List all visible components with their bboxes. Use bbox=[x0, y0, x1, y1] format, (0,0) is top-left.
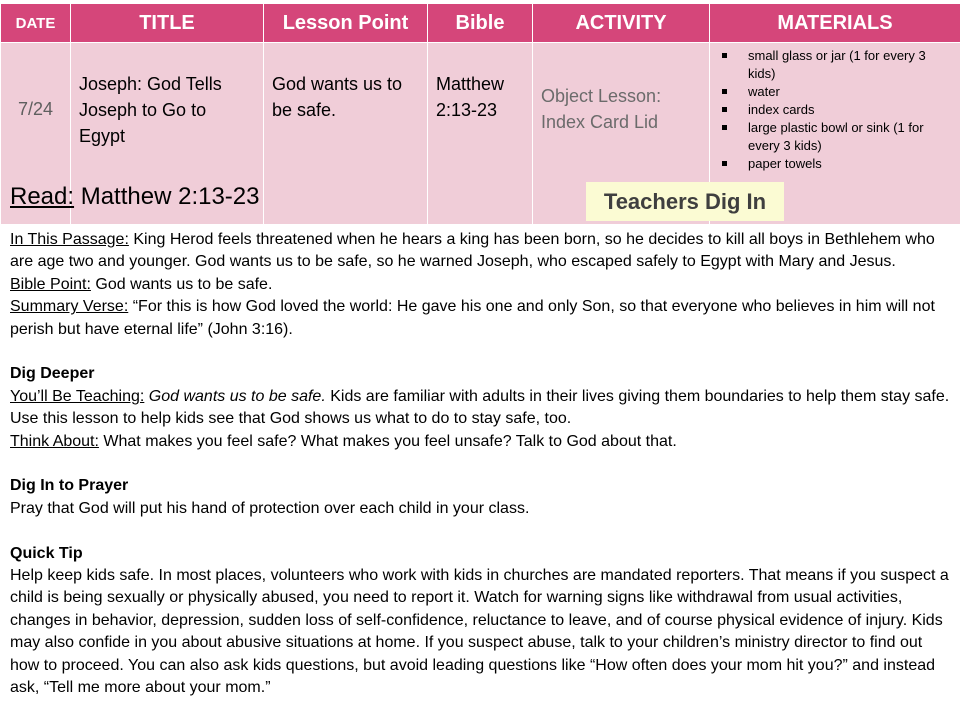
quick-tip-heading: Quick Tip bbox=[10, 544, 83, 562]
think-about-label: Think About: bbox=[10, 432, 99, 450]
teaching-text: Kids are familiar with adults in their lives giving them boundaries to help them stay safe. Use this lesson to help kids see that God shows us what to do to stay safe, too. bbox=[10, 387, 950, 428]
header-materials: MATERIALS bbox=[710, 4, 960, 43]
passage-text: King Herod feels threatened when he hears a king has been born, so he decides to kill all boys in Bethlehem who are age two and younger. God wants us to be safe, so he warned Joseph, who escaped safely to Egypt with Mary and Jesus. bbox=[10, 231, 935, 271]
cell-lesson-point: God wants us to be safe. bbox=[264, 43, 428, 225]
materials-list bbox=[710, 43, 960, 173]
materials-item: small glass or jar (1 for every 3 kids) bbox=[720, 47, 956, 83]
read-reference: Matthew 2:13-23 bbox=[80, 183, 260, 210]
bible-point-paragraph bbox=[10, 274, 955, 296]
cell-title: Joseph: God Tells Joseph to Go to Egypt bbox=[71, 43, 264, 225]
think-about-text: What makes you feel safe? What makes you feel unsafe? Talk to God about that. bbox=[103, 432, 677, 450]
quick-tip-text: Help keep kids safe. In most places, volunteers who work with kids in churches are mandated reporters. That means if you suspect a child is being sexually or physically abused, you need to report it. Watch for warning signs like withdrawal from usual activities, changes in behavior, depression, sudden loss of self-confidence, reluctance to leave, and of course physical evidence of injury. Kids may also confide in you about abusive situations at home. If you suspect abuse, talk to your children’s ministry director to find out how to proceed. You can also ask kids questions, but avoid leading questions like “How often does your mom hit you?” and instead ask, “Tell me more about your mom.” bbox=[10, 567, 949, 697]
teaching-paragraph bbox=[10, 386, 955, 431]
prayer-heading: Dig In to Prayer bbox=[10, 477, 129, 495]
teachers-dig-in-badge: Teachers Dig In bbox=[586, 182, 784, 221]
think-about-paragraph bbox=[10, 431, 955, 453]
header-activity: ACTIVITY bbox=[533, 4, 710, 43]
summary-verse-text: “For this is how God loved the world: He gave his one and only Son, so that everyone who believes in him will not perish but have eternal life” (John 3:16). bbox=[10, 298, 935, 338]
bible-point-text: God wants us to be safe. bbox=[95, 275, 273, 293]
header-date: DATE bbox=[1, 4, 71, 43]
header-lesson-point: Lesson Point bbox=[264, 4, 428, 43]
teaching-label: You’ll Be Teaching: bbox=[10, 387, 145, 405]
dig-deeper-heading: Dig Deeper bbox=[10, 365, 95, 383]
lesson-body bbox=[10, 229, 955, 699]
teaching-italic: God wants us to be safe. bbox=[148, 387, 326, 405]
header-bible: Bible bbox=[428, 4, 533, 43]
summary-verse-paragraph bbox=[10, 296, 955, 341]
prayer-text: Pray that God will put his hand of protection over each child in your class. bbox=[10, 499, 530, 517]
summary-verse-label: Summary Verse: bbox=[10, 298, 129, 316]
materials-item: large plastic bowl or sink (1 for every 3 kids) bbox=[720, 119, 956, 155]
header-title: TITLE bbox=[71, 4, 264, 43]
read-label: Read: bbox=[10, 183, 75, 210]
passage-paragraph bbox=[10, 229, 955, 274]
bible-point-label: Bible Point: bbox=[10, 275, 91, 293]
table-header-row bbox=[1, 4, 960, 43]
read-heading bbox=[10, 183, 260, 211]
materials-item: water bbox=[720, 83, 956, 101]
cell-activity: Object Lesson: Index Card Lid bbox=[533, 43, 710, 225]
cell-bible: Matthew 2:13-23 bbox=[428, 43, 533, 225]
materials-item: index cards bbox=[720, 101, 956, 119]
materials-item: paper towels bbox=[720, 155, 956, 173]
cell-date: 7/24 bbox=[1, 43, 71, 225]
passage-label: In This Passage: bbox=[10, 231, 129, 248]
